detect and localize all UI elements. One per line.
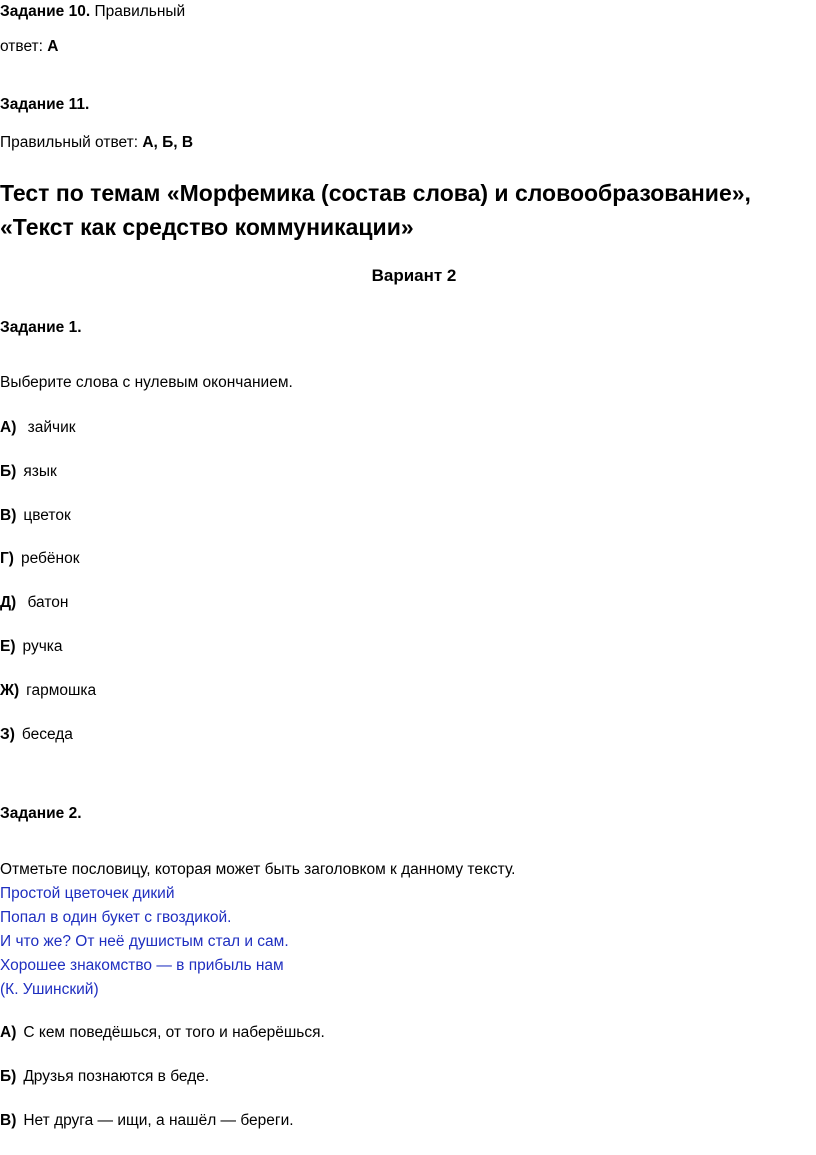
option-letter: А) xyxy=(0,419,17,436)
task10-answer: А xyxy=(47,38,59,55)
task1-option-g xyxy=(0,550,79,569)
option-letter: А) xyxy=(0,1024,17,1041)
task11-text: Правильный ответ: xyxy=(0,134,143,151)
option-letter: З) xyxy=(0,726,15,743)
task1-option-e xyxy=(0,638,63,657)
task2-option-a xyxy=(0,1024,325,1043)
task1-option-z xyxy=(0,726,73,745)
option-text: Нет друга — ищи, а нашёл — береги. xyxy=(23,1112,294,1129)
task2-label: Задание 2. xyxy=(0,805,82,822)
option-text: гармошка xyxy=(26,682,97,699)
task10-line1 xyxy=(0,3,185,22)
task11-label: Задание 11. xyxy=(0,96,90,113)
poem-author: (К. Ушинский) xyxy=(0,981,99,998)
option-letter: Е) xyxy=(0,638,16,655)
option-text: язык xyxy=(23,463,57,480)
option-text: С кем поведёшься, от того и наберёшься. xyxy=(23,1024,325,1041)
option-text: ручка xyxy=(22,638,63,655)
option-letter: Г) xyxy=(0,550,14,567)
task1-label: Задание 1. xyxy=(0,319,82,336)
task10-text2: ответ: xyxy=(0,38,48,55)
test-title-line2: «Текст как средство коммуникации» xyxy=(0,214,414,240)
task11-answer: А, Б, В xyxy=(142,134,194,151)
option-letter: Б) xyxy=(0,1068,17,1085)
task1-option-v xyxy=(0,507,71,526)
task1-option-zh xyxy=(0,682,96,701)
task2-question: Отметьте пословицу, которая может быть заголовком к данному тексту. xyxy=(0,861,516,878)
task10-text1: Правильный xyxy=(90,3,186,20)
poem-line: И что же? От неё душистым стал и сам. xyxy=(0,933,289,950)
task11-line xyxy=(0,134,193,153)
option-letter: В) xyxy=(0,1112,17,1129)
option-text: батон xyxy=(23,594,69,611)
option-letter: Ж) xyxy=(0,682,20,699)
task1-option-d xyxy=(0,594,68,613)
task1-question: Выберите слова с нулевым окончанием. xyxy=(0,374,293,391)
poem-line: Хорошее знакомство — в прибыль нам xyxy=(0,957,284,974)
option-letter: В) xyxy=(0,507,17,524)
test-title-line1: Тест по темам «Морфемика (состав слова) и словообразование», xyxy=(0,180,751,206)
task1-option-a xyxy=(0,419,76,438)
poem-line: Простой цветочек дикий xyxy=(0,885,175,902)
option-text: зайчик xyxy=(23,419,76,436)
option-text: беседа xyxy=(21,726,73,743)
task2-option-b xyxy=(0,1068,209,1087)
option-letter: Б) xyxy=(0,463,17,480)
variant-heading: Вариант 2 xyxy=(371,266,457,285)
poem-line: Попал в один букет с гвоздикой. xyxy=(0,909,232,926)
task2-option-v xyxy=(0,1112,294,1131)
task10-label: Задание 10. xyxy=(0,3,91,20)
option-text: цветок xyxy=(23,507,71,524)
option-letter: Д) xyxy=(0,594,17,611)
option-text: Друзья познаются в беде. xyxy=(23,1068,210,1085)
option-text: ребёнок xyxy=(20,550,80,567)
task10-line2 xyxy=(0,38,58,57)
task1-option-b xyxy=(0,463,57,482)
